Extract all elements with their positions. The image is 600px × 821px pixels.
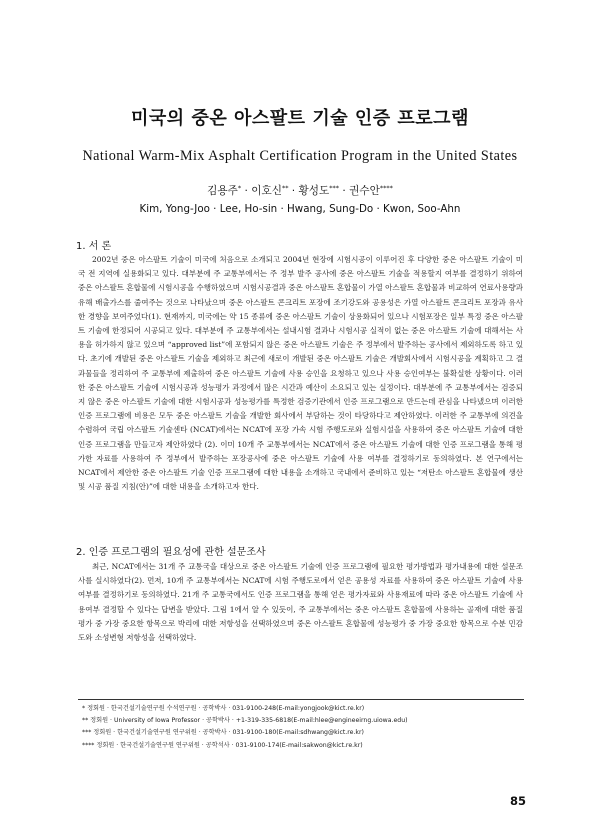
- survey-paragraph: 최근, NCAT에서는 31개 주 교통국을 대상으로 중온 아스팔트 기술에 인증 프로그램에 필요한 평가방법과 평가내용에 대한 설문조사를 실시하였다(2). 먼저, 10개 주 교통부에서는 NCAT에 시험 주행도로에서 얻은 공용성 자료를 사용하여 중온 아스팔트 기술에 사용여부를 결정하기로 동의하였다. 21개 주 교통국에서도 인증 프로그램을 통해 얻은 평가자료와 사용재료에 따라 중온 아스팔트 기술에 사용여부 결정할 수 있다는 답변을 받았다. 그림 1에서 알 수 있듯이, 주 교통부에서는 중온 아스팔트 혼합물에 사용하는 골재에 대한 품질평가 중 가장 중요한 항목으로 박리에 대한 저항성을 선택하였으며 중온 아스팔트 혼합물에 성능평가 중 가장 중요한 항목으로 수분 민감도와 소성변형 저항성을 선택하였다.: [78, 562, 523, 643]
- footnote-mark: *: [82, 705, 86, 712]
- footnote-list: [82, 703, 522, 752]
- author-name: 권수안: [349, 185, 380, 197]
- section-heading-survey: 2. 인증 프로그램의 필요성에 관한 설문조사: [76, 547, 266, 558]
- footnote-text: 정회원 · 한국건설기술연구원 연구위원 · 공학박사 · 031-9100-180(E-mail:sdhwang@kict.re.kr): [93, 729, 364, 737]
- introduction-paragraph: 2002년 중온 아스팔트 기술이 미국에 처음으로 소개되고 2004년 현장에 시험시공이 이루어진 후 다양한 중온 아스팔트 기술이 미국 전 지역에 실용화되고 있다. 대부분에 주 교통부에서는 주 정부 발주 공사에 중온 아스팔트 기술을 적용할지 여부를 결정하기 위하여 중온 아스팔트 혼합물에 시험시공을 수행하였으며 시험시공결과 중온 아스팔트 혼합물이 가열 아스팔트 혼합물과 비교하여 연료사용량과 유해 배출가스를 줄여주는 것으로 나타났으며 중온 아스팔트 콘크리트 포장에 조기강도와 공용성은 가열 아스팔트 콘크리트 포장과 유사한 경향을 보여주었다(1). 현재까지, 미국에는 약 15 종류에 중온 아스팔트 기술이 상용화되어 있으나 시험포장은 일부 특정 중온 아스팔트 기술에 한정되어 시공되고 있다. 대부분에 주 교통부에서는 설내시험 결과나 시험시공 실적이 없는 중온 아스팔트 기술에 대해서는 사용을 허가하지 않고 있으며 “approved list”에 포함되지 않은 중온 아스팔트 기술은 주 정부에서 발주하는 공사에서 제외하도록 하고 있다. 초기에 개발된 중온 아스팔트 기술을 제외하고 최근에 새로이 개발된 중온 아스팔트 기술은 개발회사에서 시험시공을 계획하고 그 결과물들을 정리하여 주 교통부에 제출하여 중온 아스팔트 기술에 사용 승인을 요청하고 있으나 사용 승인여부는 불확실한 상황이다. 이러한 중온 아스팔트 기술에 시험시공과 성능평가 과정에서 많은 시간과 예산이 소요되고 있는 실정이다. 대부분에 주 교통부에서는 검증되지 않은 중온 아스팔트 기술에 대한 시험시공과 성능평가를 특정한 검증기관에서 인증 프로그램으로 만드는데 관심을 나타냈으며 이러한 인증 프로그램에 비용은 모두 중온 아스팔트 기술을 개발한 회사에서 부담하는 것이 타당하다고 제안하였다. 이러한 주 교통부에 의견을 수렴하여 국립 아스팔트 기술센타 (NCAT)에서는 NCAT에 포장 가속 시험 주행도로와 실험시설을 사용하여 중온 아스팔트 기술에 대한 인증 프로그램을 만들고자 제안하였다 (2). 이미 10개 주 교통부에서는 NCAT에서 중온 아스팔트 기술에 대한 인증 프로그램을 통해 평가한 자료를 사용하여 주 정부에서 발주하는 포장공사에 중온 아스팔트 기술에 사용 여부를 결정하기로 동의하였다. 본 연구에서는 NCAT에서 제안한 중온 아스팔트 기술 인증 프로그램에 대한 내용을 소개하고 국내에서 준비하고 있는 “저탄소 아스팔트 혼합물에 생산 및 시공 품질 지침(안)”에 대한 내용을 소개하고자 한다.: [78, 255, 523, 492]
- footnote-item: [82, 715, 522, 727]
- footnote-mark: ***: [82, 729, 92, 737]
- page-number: 85: [510, 794, 527, 808]
- footnote-text: 정회원 · 한국건설기술연구원 연구위원 · 공학석사 · 031-9100-174(E-mail:sakwon@kict.re.kr): [96, 741, 363, 749]
- section-heading-introduction: 1. 서 론: [76, 241, 112, 252]
- author-mark: **: [281, 184, 289, 192]
- footnote-mark: ****: [82, 741, 95, 749]
- footnote-text: 정회원 · 한국건설기술연구원 수석연구원 · 공학박사 · 031-9100-248(E-mail:yongjook@kict.re.kr): [87, 705, 365, 712]
- footnote-text: 정회원 · University of Iowa Professor · 공학박사 · +1-319-335-6818(E-mail:hlee@engineeirng.uiowa.edu): [90, 717, 408, 725]
- author-separator: ·: [288, 185, 299, 197]
- footnote-item: [82, 703, 522, 715]
- author-separator: ·: [339, 185, 350, 197]
- korean-author-line: [0, 183, 600, 198]
- author-mark: *: [237, 184, 242, 192]
- author-separator: ·: [241, 185, 252, 197]
- footnote-item: [82, 727, 522, 739]
- english-title: National Warm-Mix Asphalt Certification Program in the United States: [82, 148, 518, 164]
- author-name: 이호신: [251, 185, 282, 197]
- author-mark: ***: [329, 184, 339, 192]
- author-name: 황성도: [298, 185, 330, 197]
- korean-title: 미국의 중온 아스팔트 기술 인증 프로그램: [131, 108, 469, 129]
- footnote-item: [82, 740, 522, 752]
- footnote-divider: [78, 699, 524, 700]
- footnote-mark: **: [82, 717, 89, 725]
- author-name: 김용주: [207, 185, 238, 197]
- author-mark: ****: [379, 184, 393, 192]
- english-author-line: Kim, Yong-Joo · Lee, Ho-sin · Hwang, Sung-Do · Kwon, Soo-Ahn: [139, 203, 461, 215]
